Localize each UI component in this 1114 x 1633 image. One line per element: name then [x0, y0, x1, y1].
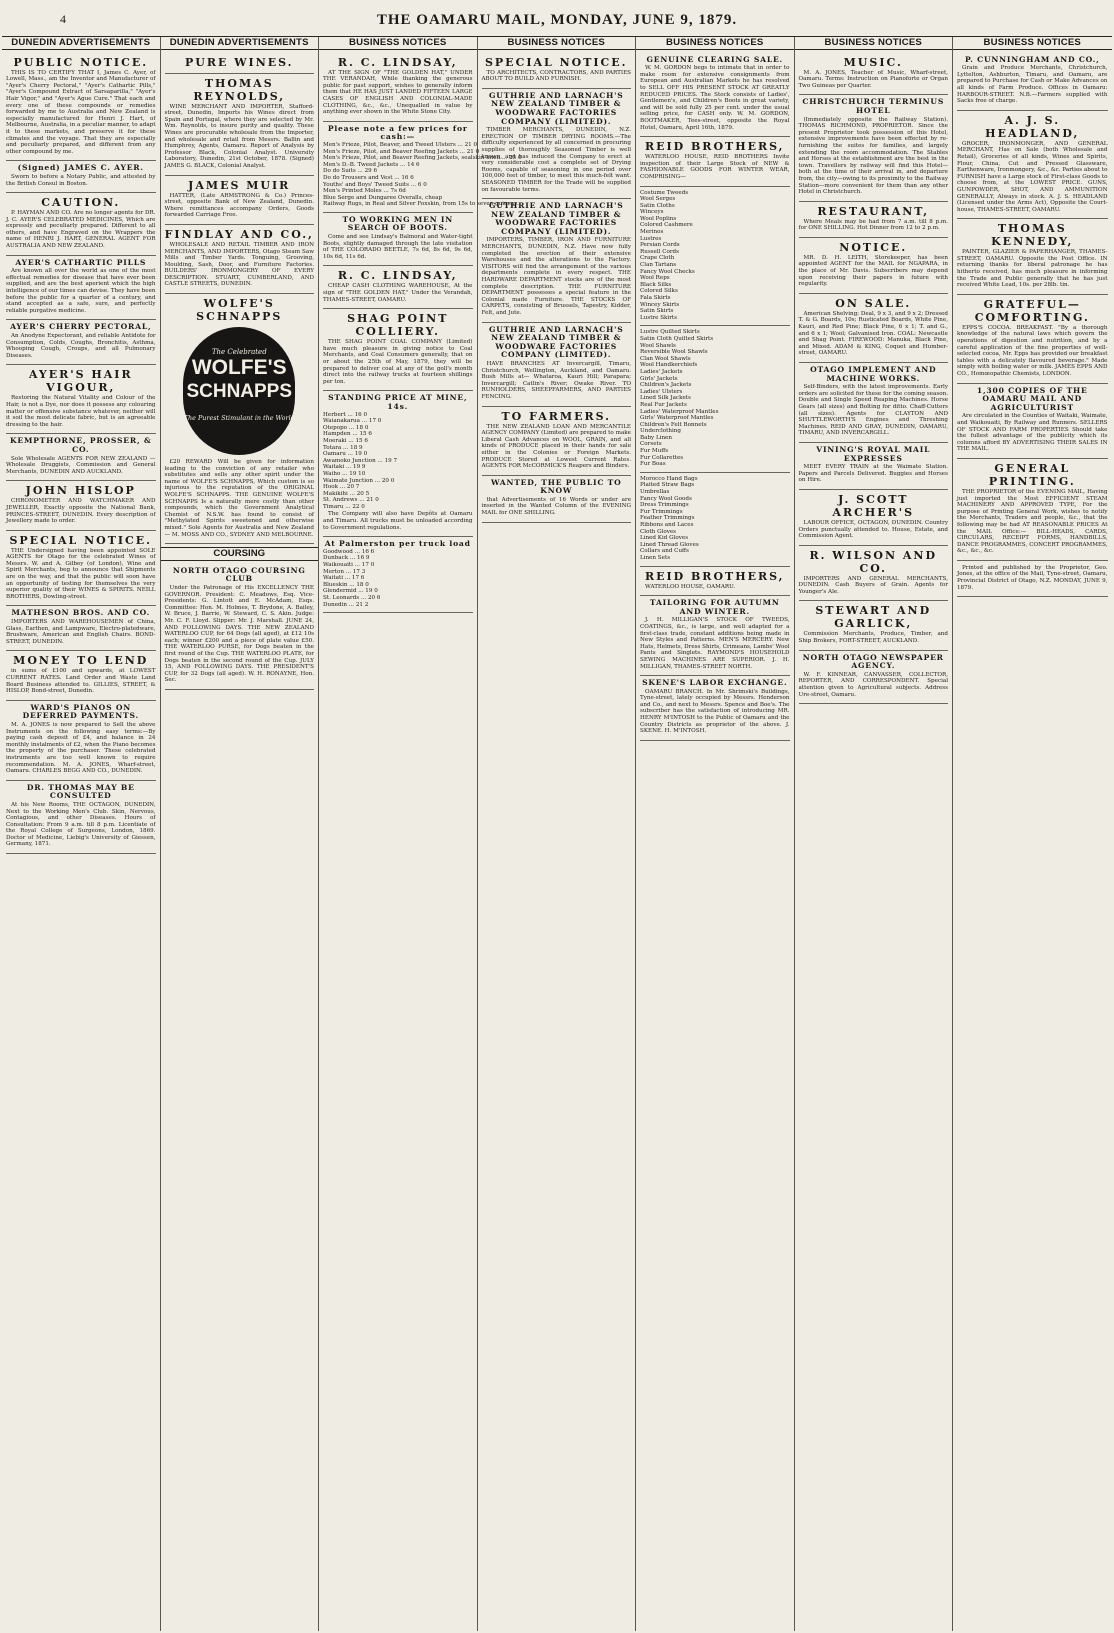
ad-heading: AYER'S CHERRY PECTORAL, [10, 322, 152, 332]
ad-heading: NORTH OTAGO NEWSPAPER AGENCY. [802, 652, 944, 671]
advertisement [640, 137, 790, 186]
ad-body: IMPORTERS AND WAREHOUSEMEN of China, Glass, Earthen, and Lampware, Electro-platedware, Brushware, American and English Chairs. BOND-STREET, DUNEDIN. [6, 619, 156, 645]
ad-heading: R. WILSON AND CO. [809, 548, 938, 575]
ad-list-item: Goodwood ... 16 6 [323, 548, 375, 555]
ad-body: in sums of £100 and upwards, at LOWEST CURRENT RATES. Land Order and Waste Land Board Business attended to. GILLIES, STREET, & HISLOP, Bond-street, Dunedin. [6, 668, 156, 695]
ad-list-item: St. Leonards ... 20 6 [323, 595, 381, 601]
ad-list-item: Waitaki ... 19 9 [323, 464, 366, 471]
ad-body: Grain and Produce Merchants, Christchurch, Lyttelton, Ashburton, Timaru, and Oamaru, are prepared to Purchase for Cash or Make Advances on all kinds of Farm Produce. Offices in Oamaru: HARBOUR-STREET. N.B.—Farmers supplied with Sacks free of charge. [957, 65, 1108, 105]
logo-line: WOLFE'S [191, 356, 287, 380]
ad-list-item: Feather Trimmings [640, 515, 695, 522]
ad-list-item: Winceys [640, 209, 664, 216]
advertisement [165, 225, 315, 294]
ad-heading: JOHN HISLOP [25, 484, 136, 498]
ad-list-item: Lined Kid Gloves [640, 535, 689, 542]
advertisement [6, 53, 156, 162]
ad-heading: MONEY TO LEND [13, 654, 149, 668]
ad-heading: FINDLAY AND CO., [164, 227, 314, 241]
ad-list-item: Do do Suits ... 29 6 [323, 168, 378, 175]
advertisement [323, 266, 473, 309]
ad-heading: PURE WINES. [184, 55, 294, 69]
ad-heading: THOMAS KENNEDY, [991, 222, 1074, 249]
advertisement [165, 564, 315, 690]
ad-list-item: Linen Sets [640, 554, 671, 561]
ad-body: WHOLESALE AND RETAIL TIMBER AND IRON MERCHANTS, AND IMPORTERS, Otago Steam Saw Mills and Timber Yards. Tonguing, Grooving, Moulding, Sash, Door, and Furniture Factories. BUILDERS' IRONMONGERY OF EVERY DESCRIPTION. STUART, CUMBERLAND, AND CASTLE STREETS, DUNEDIN. [164, 241, 314, 288]
ad-list-item: Ladies' Ulsters [640, 388, 683, 395]
ad-body: MEET EVERY TRAIN at the Waimate Station. Papers and Parcels Delivered. Buggies and Horses on Hire. [798, 464, 948, 484]
ad-list-item: Dress Trimmings [640, 502, 689, 509]
advertisement [640, 473, 790, 567]
ad-heading: Please note a few prices for cash:— [327, 123, 468, 142]
ad-list-item: Satin Cloth Quilted Skirts [640, 335, 714, 342]
ad-list-item: Awamoko Junction ... 19 7 [323, 457, 398, 464]
newspaper-title: THE OAMARU MAIL, MONDAY, JUNE 9, 1879. [376, 12, 738, 28]
ad-body: Sole Wholesale AGENTS FOR NEW ZEALAND — Wholesale Druggists, Commission and General Merchants, DUNEDIN AND AUCKLAND. [6, 455, 156, 475]
ad-heading: JAMES MUIR [188, 178, 291, 192]
ad-heading: J. SCOTT ARCHER'S [832, 492, 915, 519]
ad-body: £20 REWARD Will be given for information leading to the conviction of any retailer who substitutes and sells any other spirit under the name of WOLFE'S SCHNAPPS, Which custom is so injurious to the reputation of the ORIGINAL WOLFE'S SCHNAPPS. THE GENUINE WOLFE'S SCHNAPPS Is a naturally mere costly than other compounds, which the Government Analytical Chemist of N.S.W. has found to consist of "Methylated Spirits sweetened and otherwise mixed." Sole Agents for Australia and New Zealand — M. MOSS AND CO., SYDNEY AND MELBOURNE. [164, 459, 314, 538]
ad-body: Commission Merchants, Produce, Timber, and Ship Brokers, FORT-STREET, AUCKLAND. [798, 631, 948, 645]
ad-item-list [323, 141, 522, 208]
ad-list-item: Costume Tweeds [640, 189, 689, 196]
ad-heading: NOTICE. [839, 240, 908, 254]
ad-list-item: Waiho ... 19 10 [323, 470, 366, 477]
ad-list-item: St. Andrews ... 21 0 [323, 497, 379, 504]
ad-list-item: Underclothing [640, 428, 681, 435]
ad-list-item: Girls' Waterproof Mantles [640, 415, 714, 422]
advertisement [799, 202, 949, 238]
ad-body: that Advertisements of 16 Words or under are inserted in the Wanted Column of the EVENING MAIL for ONE SHILLING. [481, 496, 631, 517]
ad-body: THIS IS TO CERTIFY THAT I, James C. Ayer, of Lowell, Mass., am the Inventor and Manufacturer of "Ayer's Cherry Pectoral," "Ayer's Cathartic Pills," "Ayer's Compound Extract of Sarsaparilla," "Ayer's Hair Vigor," and "Ayer's Ague Cure." That each and every one of these compounds or remedies forwarded by me to Australia and New Zealand is especially manufactured for Henri J. Hart, of Melbourne, Australia, in a peculiar manner, to adapt it to these markets, and preserve it for these climates and the voyage. That they are especially and peculiarly prepared, and different from any other compound by me. [6, 69, 156, 155]
ad-body: WATERLOO HOUSE, OAMARU. [645, 583, 736, 590]
advertisement [482, 407, 632, 476]
advertisement [6, 701, 156, 781]
advertisement [165, 53, 315, 74]
advertisement [482, 323, 632, 407]
ad-body: LABOUR OFFICE, OCTAGON, DUNEDIN. Country Orders punctually attended to. House, Estate, and Commission Agent. [798, 519, 948, 540]
ad-list-item: Colored Cashmere [640, 222, 693, 229]
ad-body: P. HAYMAN AND CO. Are no longer agents for DR. J. C. AYER'S CELEBRATED MEDICINES, Which are expressly and peculiarly prepared. Different to all others, and have Engraved on the Wrappers the name of HENRI J. HART, GENERAL AGENT FOR AUSTRALIA AND NEW ZEALAND. [6, 210, 156, 250]
ad-body: (Immediately opposite the Railway Station). THOMAS RICHMOND, PROPRIETOR. Since the present Proprietor took possession of this Hotel, extensive improvements have been effected by re-furnishing the suites for families, and largely extending the room accommodation. The Stables and Horses at the establishment are the best in the town. Travellers by railway will find this Hotel—both at the time of their arrival in, and departure from, the city—owing to its proximity to the Railway Station—more convenient for them than any other Hotel in Christchurch. [798, 116, 948, 196]
ad-body: Self-Binders, with the latest improvements. Early orders are solicited for these for the coming season. Double and Single Speed Reaping Machines. Horse Gears (all sizes) and Bolting for ditto. Chaff-Cutters (all sizes). Agents for CLAYTON AND SHUTTLEWORTH'S Engines and Threshing Machines. REID AND GRAY, DUNEDIN, OAMARU, TIMARU, AND INVERCARGILL. [798, 384, 948, 437]
page-number: 4 [60, 12, 66, 26]
ad-body: TIMBER MERCHANTS, DUNEDIN, N.Z. ERECTION OF TIMBER DRYING ROOMS.—The difficulty experienced by all concerned in procuring supplies of thoroughly Seasoned Timber is well known, and has induced the Company to erect at very considerable cost a complete set of Drying Rooms, capable of seasoning in one period over 100,000 feet of timber, to meet this much-felt want. SEASONED TIMBER for the Trade will be supplied on favourable terms. [481, 127, 631, 193]
column-7 [953, 37, 1112, 1631]
advertisement [799, 53, 949, 96]
advertisement [799, 294, 949, 363]
advertisement [6, 320, 156, 365]
ad-list-item: Fur Collarettes [640, 454, 684, 461]
ad-heading: PUBLIC NOTICE. [13, 55, 149, 69]
ad-list-item: Collars and Cuffs [640, 548, 689, 555]
ad-heading: KEMPTHORNE, PROSSER, & CO. [9, 436, 152, 454]
ad-list-item: Waitati ... 17 6 [323, 575, 365, 582]
ad-heading: MATHESON BROS. AND CO. [11, 608, 151, 618]
ad-list-item: Ladies' Jackets [640, 368, 683, 375]
ad-list-item: Crape Cloth [640, 255, 675, 262]
ad-list-item: Fala Skirts [640, 295, 671, 301]
ad-list-item: Men's D.-B. Tweed Jackets ... 14 6 [323, 161, 420, 168]
ad-item-list [640, 190, 790, 322]
advertisement [6, 161, 156, 193]
advertisement [323, 53, 473, 122]
ad-body: M. A. JONES is now prepared to Sell the above Instruments on the following easy terms:—By paying cash deposit of £4, and balance in 24 monthly instalments of £2, when the Piano becomes the property of the purchaser. These celebrated instruments are too well known to require recommendation. M. A. JONES, Wharf-street, Oamaru. CHARLES BEGG AND CO., DUNEDIN. [6, 721, 156, 775]
ad-body: PAINTER, GLAZIER & PAPERHANGER, THAMES-STREET, OAMARU. Opposite the Post Office. IN returning thanks for liberal patronage he has hitherto received, has much pleasure in informing the Trade and Public generally that he has just received White Lead, 10s. per 28lb. tin. [957, 249, 1108, 289]
ad-heading: GENERAL PRINTING. [988, 461, 1076, 488]
ad-list-item: Wool Serges [640, 196, 676, 203]
ad-heading: 1,300 COPIES OF THE OAMARU MAIL AND AGRICULTURIST [976, 385, 1088, 412]
advertisement [6, 434, 156, 481]
ad-list-item: Lined Silk Jackets [640, 395, 691, 402]
ad-list-item: Wool Reps [640, 275, 670, 282]
ad-list-item: Satin Skirts [640, 308, 674, 315]
ad-list-item: Hampden ... 15 6 [323, 431, 372, 438]
ad-body: HATTER, (Late ARMSTRONG & Co.) Princes-street, opposite Bank of New Zealand, Dunedin. Where remittances accompany Orders, Goods forwarded Carriage Free. [164, 192, 314, 219]
advertisement [482, 89, 632, 199]
advertisement [6, 606, 156, 651]
ad-body: J. H. MILLIGAN'S STOCK OF TWEEDS, COATINGS, &c., is large, and well adapted for a first-class trade, constant additions being made in New Styles and Patterns. MEN'S MERCERY. New Hats, Helmets, Dress Shirts, Crimeans, Lambs' Wool Pants and Singlets. RAYMOND'S HOUSEHOLD SEWING MACHINES ARE SUPERIOR. J. H. MILLIGAN, THAMES-STREET NORTH. [640, 617, 790, 670]
ad-list-item: Lustre Quilted Skirts [640, 329, 700, 336]
advertisement [640, 326, 790, 472]
logo-line: The Celebrated [211, 348, 267, 357]
ad-list-item: Lustre Skirts [640, 314, 678, 321]
ad-body: IMPORTERS AND GENERAL MERCHANTS, DUNEDIN. Cash Buyers of Grain. Agents for Younger's Ale. [798, 575, 948, 595]
advertisement [165, 294, 315, 544]
ad-heading: SHAG POINT COLLIERY. [347, 312, 449, 339]
ad-list-item: Colored Silks [640, 288, 678, 295]
column-3 [319, 37, 522, 1631]
ad-body: GROCER, IRONMONGER, AND GENERAL MERCHANT, Has on Sale (both Wholesale and Retail), Groceries of all kinds, Wines and Spirits, Flour, China, Cut and Pressed Glassware, Earthenware, Ironmongery, &c., &c. Parties about to FURNISH have a Large stock of First-class Goods to choose from, at the LOWEST PRICE. GUNS, GUNPOWDER, SHOT, AND AMMUNITION GENERALLY, Always in stock. A. J. S. HEADLAND (Licensed under the Arms Act), Opposite the Court-house, THAMES-STREET, OAMARU. [957, 140, 1108, 213]
ad-list-item: Oamaru ... 19 0 [323, 451, 368, 458]
advertisement [957, 111, 1108, 220]
ad-list-item: Fur Muffs [640, 448, 669, 455]
ad-body: HAVE BRANCHES AT Invercargill, Timaru, Christchurch, Wellington, Auckland, and Oamaru. Bush Mills at— Whataroa, Kauri Hill; Parapara; Invercargill; Catlin's River; Owake River. TO RUNHOLDERS, SHEEPFARMERS, AND PARTIES FENCING. [481, 360, 631, 400]
ad-list-item: Fancy Wool Goods [640, 495, 692, 502]
ad-list-item: Ribbons and Laces [640, 522, 694, 528]
ad-list-item: Waimate Junction ... 20 0 [323, 477, 395, 484]
ad-body: THE SHAG POINT COAL COMPANY (Limited) have much pleasure in giving notice to Coal Merchants, and Coal Consumers generally, that on or about the 25th of May, 1879, they will be prepared to deliver coal at any of the goll's month direct into the railway trucks at fourteen shillings per ton. [323, 339, 473, 385]
ad-heading: P. CUNNINGHAM AND CO., [964, 54, 1100, 64]
advertisement [640, 187, 790, 327]
ad-list-item: Timaru ... 22 0 [323, 503, 365, 510]
ad-heading: REID BROTHERS, [644, 569, 785, 583]
column-6 [795, 37, 954, 1631]
ad-body: AT THE SIGN OF "THE GOLDEN HAT," UNDER THE VERANDAH, While thanking the generous public for past support, wishes to generally inform them that HE HAS JUST LANDED FIFTEEN LARGE CASES OF ENGLISH AND COLONIAL-MADE CLOTHING, &c., &c., Unequalled in value by anything ever shown in the White Stone City. [323, 69, 473, 116]
ad-heading: WANTED, THE PUBLIC TO KNOW [490, 477, 622, 496]
column-1 [2, 37, 161, 1631]
advertisement [640, 567, 790, 597]
ad-body: CHEAP CASH CLOTHING WAREHOUSE, At the sign of "THE GOLDEN HAT," Under the Verandah, THAMES-STREET, OAMARU. [323, 283, 473, 303]
ad-list-item: Clan Wool Shawls [640, 355, 691, 362]
ad-list-item: Men's Frieze, Pilot, and Beaver Reefing Jackets, sealskin lined ... 25 0 [323, 155, 522, 162]
ad-heading: GUTHRIE AND LARNACH'S NEW ZEALAND TIMBER & WOODWARE FACTORIES COMPANY (LIMITED). [489, 201, 624, 236]
column-heading: DUNEDIN ADVERTISEMENTS [2, 37, 160, 50]
logo-line: The Purest Stimulant in the World [183, 414, 295, 423]
ad-heading: VINING'S ROYAL MAIL EXPRESSES [816, 444, 931, 463]
advertisement [323, 213, 473, 267]
ad-list-item: Otepopo ... 18 0 [323, 424, 369, 431]
ad-body: W. M. GORDON begs to intimate that in order to make room for extensive consignments from European and Australian Markets he has resolved to SELL OFF HIS PRESENT STOCK AT GREATLY REDUCED PRICES. The Stock consists of Ladies', Gentlemen's, and Children's Boots in great variety, and will be sold fully 25 per cent. under the usual selling price, for CASH only. W. M. GORDON, BOOTMAKER, Tees-street, opposite the Royal Hotel, Oamaru, April 16th, 1879. [640, 65, 790, 131]
ad-list-item: Russell Cords [640, 248, 679, 255]
ad-list-item: Lined Thread Gloves [640, 541, 699, 548]
ad-heading: STANDING PRICE AT MINE, 14s. [328, 393, 468, 411]
advertisement [799, 546, 949, 602]
ad-body: W. F. KINNEAR, CANVASSER, COLLECTOR, REPORTER, AND CORRESPONDENT. Special attention given to Agricultural subjects. Address Ure-street, Oamaru. [798, 671, 948, 698]
ad-body: TO ARCHITECTS, CONTRACTORS, AND PARTIES ABOUT TO BUILD AND FURNISH. [481, 69, 631, 83]
newspaper-columns [2, 36, 1112, 1631]
ad-heading: STEWART AND GARLICK, [815, 604, 932, 631]
ad-list-item: Glendermid ... 19 0 [323, 588, 378, 595]
advertisement [799, 238, 949, 294]
ad-body: THE NEW ZEALAND LOAN AND MERCANTILE AGENCY COMPANY (Limited) are prepared to make Liberal Cash Advances on WOOL, GRAIN, and all kinds of PRODUCE placed in their hands for sale either in the Colonies or Foreign Markets. PRODUCE Stored at Lowest Current Rates. AGENTS FOR McCORMICK'S Reapers and Binders. [481, 423, 631, 470]
ad-list-item: Children's Felt Bonnets [640, 421, 707, 428]
ad-heading: ON SALE. [835, 296, 912, 310]
advertisement [482, 476, 632, 523]
ad-list-item: Herbert ... 16 0 [323, 411, 368, 418]
ad-list-item: Clan Tartans [640, 262, 677, 269]
column-heading: DUNEDIN ADVERTISEMENTS [161, 37, 319, 50]
ad-list-item: Dunback ... 16 9 [323, 555, 370, 562]
ad-list-item: Men's Frieze, Pilot, Beaver, and Tweed Ulsters ... 21 0 [323, 141, 478, 148]
advertisement [165, 74, 315, 176]
column-5 [636, 37, 795, 1631]
ad-list-item: Dunedin ... 21 2 [323, 601, 369, 608]
advertisement [323, 391, 473, 537]
ad-body: American Shelving; Deal, 9 x 3, and 9 x 2; Dressed T. & G. Boards, 10s; Rusticated Boards, White Pine, Kauri, and Red Pine; Black Pine, 6 x 1; T. and G., and 6 x 1; Wool; Galvanised Iron. COAL: Newcastle and Shag Point. FIREWOOD: Manuka, Black Pine, and Mixed. ADAM & KING, Coquet and Humber-street, OAMARU. [798, 310, 948, 357]
advertisement [640, 596, 790, 676]
advertisement [957, 295, 1108, 384]
ad-body: MR. D. H. LEITH, Storekeeper, has been appointed AGENT for the MAIL for NGAPARA, in the place of Mr. Davis. Subscribers may depend upon receiving their papers in future with regularity. [798, 254, 948, 288]
advertisement [6, 193, 156, 256]
ad-list-item: Plaited Straw Bags [640, 482, 695, 489]
ad-body: OAMARU BRANCH. In Mr. Shrimski's Buildings, Tyne-street, lately occupied by Messrs. Henderson and Co., and next to Messrs. Spence and Boe's. The subscriber has the satisfaction of introducing MR. HENRY M'INTOSH to the Public of Oamaru and the Country Districts as proprietor of the above. J. SKENE. H. M'INTOSH. [640, 688, 790, 735]
ad-body: IMPORTERS, TIMBER, IRON AND FURNITURE MERCHANTS, DUNEDIN, N.Z. Have now fully completed the erection of their extensive Warehouses and the alterations to the Factory. VISITORS will find the arrangement of the various departments complete in every respect. THE HARDWARE DEPARTMENT stocks are of the most complete description. THE FURNITURE DEPARTMENT possesses a special feature in the Colonial made Furniture. THE STOCKS OF CARPETS, consisting of Brussels, Tapestry, Kidder, Felt, and Jute. [481, 237, 631, 316]
ad-body: THE Undersigned having been appointed SOLE AGENTS for Otago for the celebrated Wines of Messrs. W. and A. Gilbey (of London), Wine and Spirit Merchants, beg to announce that Shipments are on the way, and that the public will soon have an opportunity of testing for themselves the very superior quality of their WINES & SPIRITS. NEILL BROTHERS, Dowling-street. [6, 547, 156, 600]
logo-line: SCHNAPPS [186, 381, 293, 403]
ad-heading: OTAGO IMPLEMENT AND MACHINE WORKS. [810, 365, 937, 383]
ad-list-item: Hook ... 20 7 [323, 484, 360, 491]
ad-item-list [640, 476, 790, 562]
ad-list-item: Waianakarua ... 17 0 [323, 418, 382, 425]
ad-heading: CAUTION. [41, 196, 121, 210]
advertisement [482, 199, 632, 323]
ad-list-item: Merton ... 17 3 [323, 568, 366, 575]
ad-item-list [323, 549, 473, 608]
ad-heading: (Signed) JAMES C. AYER. [17, 163, 144, 173]
ad-list-item: Reversible Wool Shawls [640, 349, 708, 356]
ad-item-list [323, 412, 473, 511]
advertisement [323, 122, 522, 213]
ad-body: M. A. JONES, Teacher of Music, Wharf-street, Oamaru. Terms: Instruction on Pianoforte or Organ Two Guineas per Quarter. [798, 69, 948, 89]
ad-heading: CHRISTCHURCH TERMINUS HOTEL [802, 97, 945, 115]
advertisement [6, 651, 156, 700]
ad-heading: AYER'S HAIR VIGOUR, [28, 368, 133, 395]
advertisement [6, 531, 156, 607]
wolfes-schnapps-logo [183, 327, 295, 455]
ad-list-item: Wool Poplins [640, 215, 677, 222]
ad-heading: RESTAURANT, [817, 204, 930, 218]
ad-list-item: Ladies' Waterproof Mantles [640, 408, 719, 415]
ad-list-item: Wool Handkerchiefs [640, 362, 698, 369]
ad-list-item: Persian Cords [640, 242, 680, 249]
ad-body: Under the Patronage of His EXCELLENCY THE GOVERNOR. President: C. Meadows, Esq. Vice-Presidents: G. Lintott and E. McAdam, Esqs. Committee: Hon. M. Holmes, T. Brydone, A. Bailey, W. Bruce, J. Barrie, W. Steward, C. S. Akin. Judge: Mr. C. F. Lloyd. Slipper: Mr. J. Marshall. JUNE 24, AND FOLLOWING DAYS. THE NEW ZEALAND WATERLOO CUP, for 64 Dogs (all aged), at £12 10s each; winner £200 and a piece of plate value £50. THE WATERLOO PURSE, for Dogs beaten in the first round of the Cup. THE WATERLOO PLATE, for Dogs beaten in the second round of the Cup. JULY 15, AND FOLLOWING DAYS. THE PRESIDENT'S CUP, for 32 Dogs (all aged). W. H. RONAYNE, Hon. Sec. [164, 584, 314, 684]
ad-body: Come and see Lindsay's Balmoral and Water-tight Boots, slightly damaged through the late visitation of THE COLORADO BEETLE, 7s 6d, 8s 6d, 9s 6d, 10s 6d, 11s 6d. [323, 234, 473, 260]
ad-list-item: Baby Linen [640, 434, 672, 441]
ad-body: THE PROPRIETOR of the EVENING MAIL, Having just imported the Most EFFICIENT STEAM MACHINERY AND APPROVED TYPE, For the purpose of Printing General Work, wishes to notify the Merchants, Traders and people, &c., that the following may be had AT REASONABLE PRICES At the MAIL Office:— BILL-HEADS, CARDS, CIRCULARS, RECEIPT FORMS, HANDBILLS, DANCE PROGRAMMES, CONCERT PROGRAMMES, &c., &c., &c. [957, 488, 1108, 555]
ad-list-item: Totara ... 18 9 [323, 444, 363, 451]
advertisement [799, 363, 949, 443]
ad-heading: AYER'S CATHARTIC PILLS [15, 257, 147, 267]
advertisement [6, 481, 156, 530]
advertisement [799, 95, 949, 201]
section-heading: COURSING [161, 547, 319, 561]
advertisement [799, 601, 949, 650]
ad-list-item: Lustres [640, 235, 662, 242]
masthead [0, 0, 1114, 36]
ad-heading: TO FARMERS. [501, 409, 612, 423]
ad-list-item: Cloth Gloves [640, 528, 677, 535]
ad-body: Restoring the Natural Vitality and Colour of the Hair, is not a Dye, nor does it possess any colouring matter or offensive substance whatever, neither will it soil the most delicate fabric, but is an agreeable dressing to the hair. [6, 395, 156, 428]
column-2 [161, 37, 320, 1631]
ad-list-item: Girls' Jackets [640, 375, 678, 382]
advertisement [6, 365, 156, 434]
ad-list-item: Morocco Hand Bags [640, 475, 698, 482]
ad-list-item: Corsets [640, 441, 662, 448]
ad-list-item: Railway Rugs, in Real and Silver Foxskin, from 15s to seven guineas. [323, 201, 519, 208]
ad-body: Are circulated in the Counties of Waitaki, Waimate, and Waikouaiti, By Railway and Runners. SELLERS OF STOCK AND FARM PROPERTIES Should take the fullest advantage of the publicity which its columns afford BY ADVERTISING THEIR SALES IN THE MAIL. [957, 413, 1108, 453]
advertisement [165, 176, 315, 225]
column-4 [478, 37, 637, 1631]
ad-list-item: Men's Frieze, Pilot, and Beaver Reefing Jackets ... 21 0 [323, 148, 480, 155]
ad-list-item: Fancy Wool Checks [640, 268, 695, 275]
ad-list-item: Moeraki ... 15 6 [323, 437, 368, 444]
ad-list-item: Wool Shawls [640, 342, 676, 349]
ad-list-item: Satin Cloths [640, 202, 675, 209]
advertisement [640, 53, 790, 138]
advertisement [957, 561, 1108, 597]
ad-heading: SPECIAL NOTICE. [9, 533, 153, 547]
ad-list-item: Merinos [640, 229, 664, 236]
ad-heading: GUTHRIE AND LARNACH'S NEW ZEALAND TIMBER & WOODWARE FACTORIES COMPANY (LIMITED). [489, 324, 624, 360]
advertisement [799, 490, 949, 546]
ad-body: CHRONOMETER AND WATCHMAKER AND JEWELLER, Exactly opposite the National Bank, PRINCES-STREET, DUNEDIN. Every description of Jewellery made to order. [6, 498, 156, 525]
ad-heading: REID BROTHERS, [644, 140, 785, 154]
ad-body: At his New Rooms, THE OCTAGON, DUNEDIN, Next to the Working Men's Club. Skin, Nervous, Contagious, and other Diseases. Hours of Consultation: From 9 a.m. till 8 p.m. Licentiate of the Royal College of Surgeons, London, 1869. Doctor of Medicine, Liebig's University of Giessen, Germany, 1871. [6, 801, 156, 848]
ad-body: The Company will also have Depôts at Oamaru and Timaru. All trucks must be unloaded according to Government regulations. [323, 511, 473, 531]
ad-heading: GUTHRIE AND LARNACH'S NEW ZEALAND TIMBER & WOODWARE FACTORIES COMPANY (LIMITED). [489, 90, 624, 126]
ad-list-item: Real Fur Jackets [640, 401, 687, 408]
column-heading: BUSINESS NOTICES [319, 37, 477, 50]
ad-heading: At Palmerston per truck load [324, 539, 471, 549]
ad-list-item: Fur Trimmings [640, 508, 683, 515]
advertisement [323, 537, 473, 613]
advertisement [640, 676, 790, 741]
ad-heading: WARD'S PIANOS ON DEFERRED PAYMENTS. [22, 702, 139, 721]
ad-heading: THOMAS REYNOLDS, [193, 76, 286, 103]
ad-body: Are known all over the world as one of the most effectual remedies for disease that have ever been supplied, and are the best aperient which the high intelligence of our times can devise. They have been before the public for a quarter of a century, and stand accepted as a safe, sure, and perfectly reliable purgative medicine. [6, 268, 156, 314]
ad-list-item: Umbrellas [640, 489, 670, 496]
ad-item-list [640, 329, 790, 467]
ad-heading: R. C. LINDSAY, [337, 55, 458, 69]
ad-list-item: Blueskin ... 18 0 [323, 581, 369, 588]
ad-list-item: Black Silks [640, 281, 672, 288]
advertisement [6, 256, 156, 321]
column-heading: BUSINESS NOTICES [953, 37, 1112, 50]
ad-list-item: Do do Trousers and Vest ... 16 6 [323, 174, 414, 181]
ad-body: Printed and published by the Proprietor, Geo. Jones, at the office of the Mail, Tyne-street, Oamaru, Provincial District of Otago, N.Z. MONDAY, JUNE 9, 1879. [957, 564, 1108, 591]
ad-body: Sworn to before a Notary Public, and attested by the British Consul in Boston. [6, 173, 156, 187]
ad-heading: GENUINE CLEARING SALE. [646, 54, 783, 64]
column-heading: BUSINESS NOTICES [795, 37, 953, 50]
ad-heading: NORTH OTAGO COURSING CLUB [172, 565, 306, 584]
column-heading: BUSINESS NOTICES [636, 37, 794, 50]
ad-heading: GRATEFUL—COMFORTING. [974, 297, 1090, 324]
ad-list-item: Blue Serge and Dungaree Overalls, cheap [323, 194, 443, 201]
ad-heading: SPECIAL NOTICE. [484, 55, 628, 69]
advertisement [6, 781, 156, 854]
ad-body: WATERLOO HOUSE, REID BROTHERS Invite inspection of their Large Stock of NEW & FASHIONABLE GOODS FOR WINTER WEAR, COMPRISING— [640, 154, 790, 180]
ad-list-item: Men's Printed Moles ... 7s 6d [323, 188, 406, 195]
ad-body: WINE MERCHANT AND IMPORTER, Stafford-street, Dunedin, Imports his Wines direct from Spain and Portugal, where they are selected by Mr. Wm. Reynolds, to insure purity and quality. These Wines are procurable wholesale from the Importer, and wholesale and retail from Messrs. Ballin and Humphrey, Agents, Oamaru. Report of Analysis by Professor Black, Colonial Analyst. University Laboratory, Dunedin, 21st October, 1878. (Signed) JAMES G. BLACK, Colonial Analyst. [164, 103, 314, 169]
ad-heading: TAILORING FOR AUTUMN AND WINTER. [649, 598, 780, 616]
ad-list-item: Makikihi ... 20 5 [323, 490, 370, 497]
ad-list-item: Children's Jackets [640, 382, 692, 389]
advertisement [799, 651, 949, 705]
ad-list-item: Waikouaiti ... 17 0 [323, 562, 375, 569]
ad-list-item: Fur Boas [640, 461, 666, 468]
advertisement [323, 309, 473, 391]
advertisement [957, 459, 1108, 561]
ad-heading: DR. THOMAS MAY BE CONSULTED [26, 782, 135, 801]
ad-heading: R. C. LINDSAY, [337, 269, 458, 283]
advertisement [482, 53, 632, 89]
ad-heading: WOLFE'S SCHNAPPS [196, 297, 283, 324]
ad-heading: TO WORKING MEN IN SEARCH OF BOOTS. [342, 214, 453, 233]
ad-heading: MUSIC. [843, 55, 903, 69]
column-heading: BUSINESS NOTICES [478, 37, 636, 50]
ad-body: EPPS'S COCOA. BREAKFAST. "By a thorough knowledge of the natural laws which govern the operations of digestion and nutrition, and by a careful application of the fine properties of well-selected cocoa, Mr. Epps has provided our breakfast tables with a delicately flavoured beverage." Made simply with boiling water or milk. JAMES EPPS AND CO., Homœopathic Chemists, LONDON. [957, 324, 1108, 377]
ad-list-item: Youths' and Boys' Tweed Suits ... 6 0 [323, 181, 427, 188]
ad-body: An Anodyne Expectorant, and reliable Antidote for Consumption, Colds, Coughs, Bronchitis, Asthma, Whooping Cough, Croups, and all Pulmonary Diseases. [6, 333, 156, 359]
ad-heading: SKENE'S LABOR EXCHANGE. [642, 678, 788, 688]
ad-body: Where Meals may be had from 7 a.m. till 8 p.m. for ONE SHILLING. Hot Dinner from 12 to 2 p.m. [798, 218, 948, 232]
ad-heading: A. J. S. HEADLAND, [985, 113, 1080, 140]
advertisement [957, 219, 1108, 295]
ad-list-item: Wincey Skirts [640, 301, 680, 308]
advertisement [799, 443, 949, 490]
advertisement [957, 384, 1108, 459]
advertisement [957, 53, 1108, 111]
